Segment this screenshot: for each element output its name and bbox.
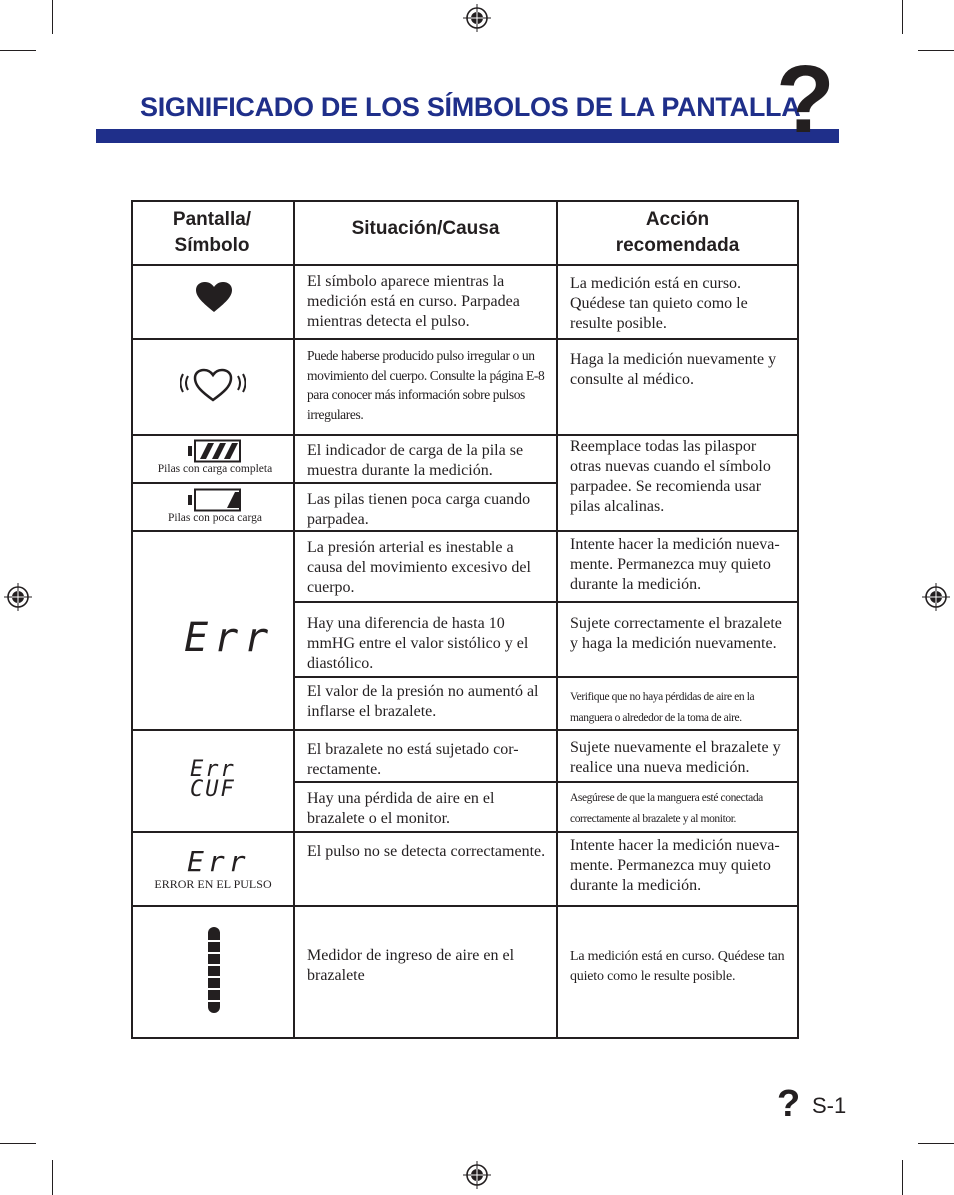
- crop-mark: [918, 50, 954, 51]
- err-action-1: Intente hacer la medición nueva- mente. Permanezca muy quieto durante la medición.: [570, 536, 780, 593]
- heart-cause: El símbolo aparece mientras la medición está en curso. Parpadea mientras detecta el pulso.: [307, 273, 520, 330]
- irregular-action: Haga la medición nuevamente y consulte al médico.: [570, 351, 777, 388]
- battery-action: Reemplace todas las pilaspor otras nuevas cuando el símbolo parpadee. Se recomienda usar pilas alcalinas.: [570, 438, 771, 515]
- err-action-3: Verifique que no haya pérdidas de aire en la manguera o alrededor de la toma de aire.: [570, 691, 755, 724]
- cuf-action-1: Sujete nuevamente el brazalete y realice una nueva medición.: [570, 739, 781, 776]
- crop-mark: [52, 1160, 53, 1195]
- registration-mark-icon: [463, 4, 491, 32]
- crop-mark: [902, 0, 903, 34]
- irregular-cause: Puede haberse producido pulso irregular o un movimiento del cuerpo. Consulte la página E-8 para conocer más información sobre pulsos irregulares.: [307, 348, 545, 422]
- crop-mark: [52, 0, 53, 34]
- registration-mark-icon: [922, 583, 950, 611]
- question-mark-icon: ?: [776, 46, 835, 153]
- heart-icon: [195, 281, 233, 313]
- page-title: SIGNIFICADO DE LOS SÍMBOLOS DE LA PANTALLA: [140, 92, 801, 122]
- inflation-action: La medición está en curso. Quédese tan quieto como le resulte posible.: [570, 949, 785, 984]
- irregular-heartbeat-icon: [180, 367, 246, 403]
- header-situation-cause: Situación/Causa: [351, 218, 500, 239]
- footer-question-mark-icon: ?: [777, 1083, 801, 1125]
- battery-full-cause: El indicador de carga de la pila se muestra durante la medición.: [307, 442, 524, 479]
- registration-mark-icon: [463, 1161, 491, 1189]
- cuf-display-line-1: Err: [190, 757, 236, 782]
- pulse-err-display: Err: [187, 845, 250, 878]
- battery-full-icon: [188, 439, 242, 463]
- crop-mark: [0, 50, 36, 51]
- header-display-symbol: Pantalla/ Símbolo: [172, 209, 252, 256]
- cuf-cause-2: Hay una pérdida de aire en el brazalete o el monitor.: [307, 790, 495, 827]
- cuf-display: [190, 757, 250, 802]
- pulse-err-caption: ERROR EN EL PULSO: [154, 877, 272, 891]
- crop-mark: [902, 1160, 903, 1195]
- err-display: [184, 616, 274, 660]
- inflation-cause: Medidor de ingreso de aire en el brazalete: [307, 947, 515, 984]
- page-number: S-1: [812, 1093, 847, 1118]
- pulse-cause: El pulso no se detecta correctamente.: [307, 843, 546, 860]
- title-underline-bar: [96, 129, 839, 143]
- battery-low-caption: Pilas con poca carga: [168, 512, 262, 524]
- err-cause-3: El valor de la presión no aumentó al inflarse el brazalete.: [307, 683, 539, 720]
- battery-low-cause: Las pilas tienen poca carga cuando parpadea.: [307, 491, 531, 528]
- pulse-action: Intente hacer la medición nueva- mente. Permanezca muy quieto durante la medición.: [570, 837, 780, 894]
- crop-mark: [918, 1143, 954, 1144]
- battery-low-icon: [188, 488, 242, 512]
- cuf-display-line-2: CUF: [190, 777, 236, 802]
- crop-mark: [0, 1143, 36, 1144]
- battery-full-caption: Pilas con carga completa: [157, 463, 273, 475]
- err-cause-1: La presión arterial es inestable a causa del movimiento excesivo del cuerpo.: [307, 539, 531, 596]
- heart-action: La medición está en curso. Quédese tan quieto como le resulte posible.: [570, 275, 748, 332]
- header-recommended-action: Acción recomendada: [615, 209, 740, 256]
- cuf-cause-1: El brazalete no está sujetado cor- rectamente.: [307, 741, 519, 778]
- err-cause-2: Hay una diferencia de hasta 10 mmHG entre el valor sistólico y el diastólico.: [307, 615, 529, 672]
- err-display-text: Err: [184, 615, 275, 661]
- cuf-action-2: Asegúrese de que la manguera esté conectada correctamente al brazalete y al monitor.: [570, 792, 763, 825]
- err-action-2: Sujete correctamente el brazalete y haga la medición nuevamente.: [570, 615, 782, 652]
- registration-mark-icon: [4, 583, 32, 611]
- inflation-meter-icon: [207, 926, 221, 1014]
